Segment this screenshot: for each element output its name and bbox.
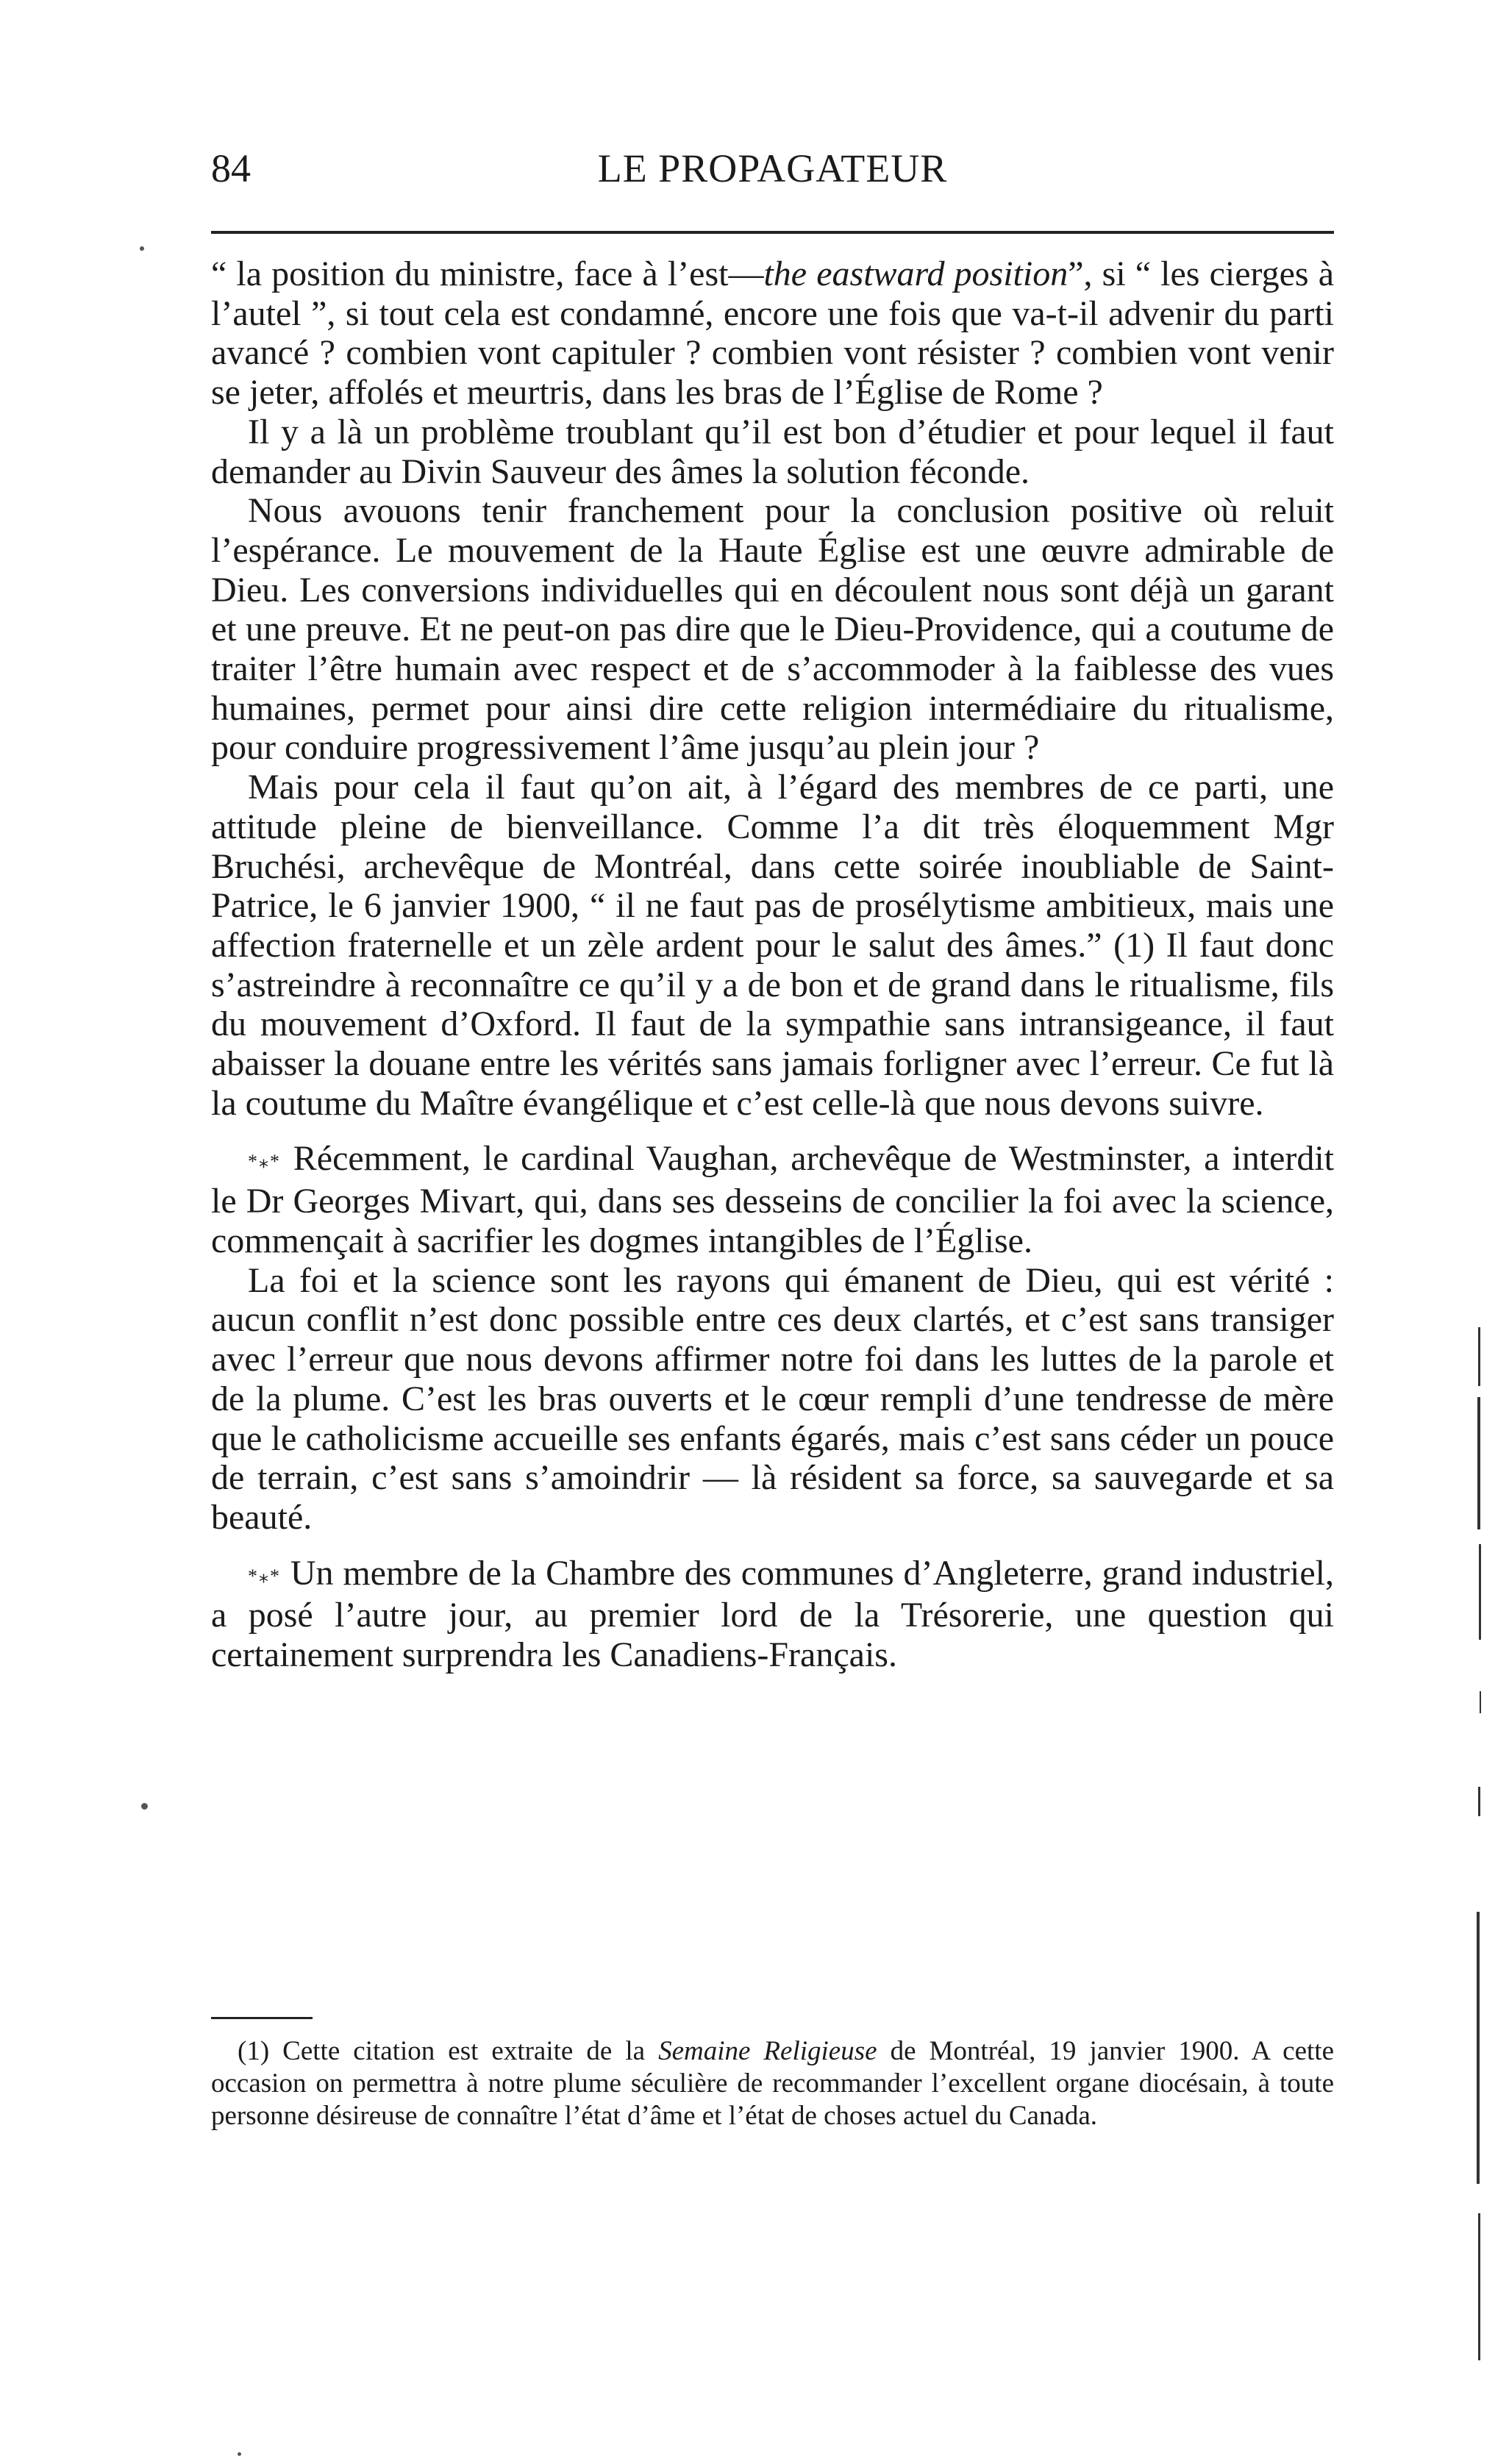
- paragraph-1-text-b: ”, si “ les cierges à l’autel ”, si tout cela est condamné, encore une fois que va-t-il advenir du parti avancé ? combien vont capituler ? combien vont résister ? combien vont venir se jeter, affolés et meurtris, dans les bras de l’Église de Rome ?: [211, 254, 1335, 413]
- footnote: [211, 2035, 1334, 2132]
- footnote-text: [211, 2035, 1334, 2132]
- paragraph-3: Nous avouons tenir franchement pour la conclusion positive où reluit l’espérance. Le mouvement de la Haute Église est une œuvre admirable de Dieu. Les conversions individuelles qui en découlent nous sont déjà un garant et une preuve. Et ne peut-on pas dire que le Dieu-Providence, qui a coutume de traiter l’être humain avec respect et de s’accommoder à la faiblesse des vues humaines, permet pour ainsi dire cette religion intermédiaire du ritualisme, pour conduire progressivement l’âme jusqu’au plein jour ?: [211, 491, 1334, 768]
- scan-margin-mark: [1477, 1912, 1480, 2184]
- scan-margin-mark: [1478, 1327, 1480, 1386]
- header-rule: [211, 231, 1334, 234]
- paragraph-6: La foi et la science sont les rayons qui émanent de Dieu, qui est vérité : aucun conflit n’est donc possible entre ces deux clartés, et c’est sans transiger avec l’erreur que nous devons affirmer notre foi dans les luttes de la parole et de la plume. C’est les bras ouverts et le cœur rempli d’une tendresse de mère que le catholicisme accueille ses enfants égarés, mais c’est sans céder un pouce de terrain, c’est sans s’amoindrir — là résident sa force, sa sauvegarde et sa beauté.: [211, 1260, 1334, 1537]
- section-paragraph-2: [211, 1554, 1334, 1675]
- asterism-mark: *⁎*: [248, 1565, 281, 1587]
- scan-margin-mark: [1480, 1691, 1481, 1713]
- section-paragraph-1: [211, 1139, 1334, 1260]
- scan-margin-mark: [1478, 2213, 1480, 2360]
- running-title: LE PROPAGATEUR: [597, 146, 948, 190]
- scan-speck: [141, 1803, 148, 1810]
- footnote-italic-title: Semaine Religieuse: [658, 2036, 877, 2066]
- italic-phrase: the eastward position: [763, 254, 1069, 293]
- scan-speck: [238, 2452, 241, 2456]
- scan-speck: [140, 246, 144, 251]
- footnote-text-a: (1) Cette citation est extraite de la: [238, 2036, 659, 2066]
- scan-margin-mark: [1479, 1544, 1481, 1640]
- scan-margin-mark: [1477, 1397, 1480, 1529]
- footnote-text-b: de Montréal, 19 janvier 1900. A cette occasion on permettra à notre plume séculière de recommander l’excellent organe diocésain, à toute personne désireuse de connaître l’état d’âme et l’état de choses actuel du Canada.: [211, 2036, 1334, 2131]
- running-head: [211, 146, 1334, 197]
- asterism-mark: *⁎*: [248, 1151, 281, 1173]
- section-paragraph-1-text: Récemment, le cardinal Vaughan, archevêque de Westminster, a interdit le Dr Georges Mivart, qui, dans ses desseins de concilier la foi avec la science, commençait à sacrifier les dogmes intangibles de l’Église.: [211, 1139, 1334, 1260]
- page-number: 84: [211, 146, 251, 190]
- paragraph-4: Mais pour cela il faut qu’on ait, à l’égard des membres de ce parti, une attitude pleine de bienveillance. Comme l’a dit très éloquemment Mgr Bruchési, archevêque de Montréal, dans cette soirée inoubliable de Saint-Patrice, le 6 janvier 1900, “ il ne faut pas de prosélytisme ambitieux, mais une affection fraternelle et un zèle ardent pour le salut des âmes.” (1) Il faut donc s’astreindre à reconnaître ce qu’il y a de bon et de grand dans le ritualisme, fils du mouvement d’Oxford. Il faut de la sympathie sans intransigeance, il faut abaisser la douane entre les vérités sans jamais forligner avec l’erreur. Ce fut là la coutume du Maître évangélique et c’est celle-là que nous devons suivre.: [211, 768, 1334, 1123]
- paragraph-1-text-a: “ la position du ministre, face à l’est—: [211, 254, 764, 293]
- paragraph-1: [211, 254, 1334, 413]
- section-paragraph-2-text: Un membre de la Chambre des communes d’Angleterre, grand industriel, a posé l’autre jour, au premier lord de la Trésorerie, une question qui certainement surprendra les Canadiens-Français.: [211, 1553, 1334, 1675]
- body-text: [211, 254, 1334, 1675]
- footnote-rule: [211, 2017, 313, 2019]
- scan-margin-mark: [1478, 1787, 1480, 1816]
- paragraph-2: Il y a là un problème troublant qu’il est bon d’étudier et pour lequel il faut demander au Divin Sauveur des âmes la solution féconde.: [211, 412, 1334, 491]
